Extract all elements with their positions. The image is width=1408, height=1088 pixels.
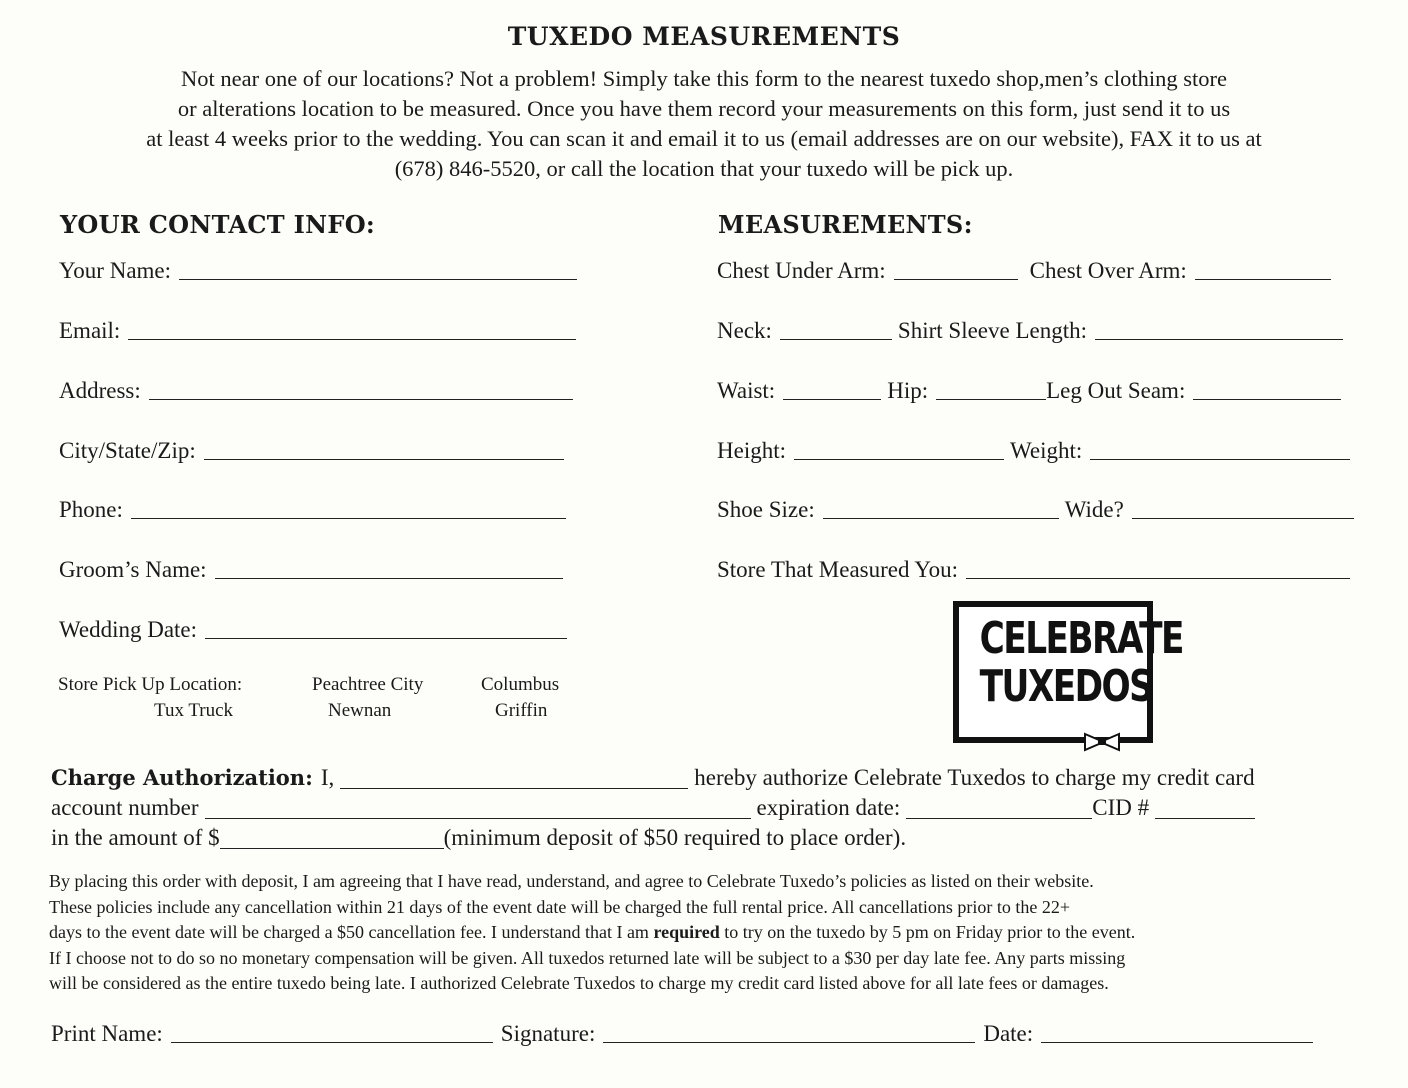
logo-line-2: TUXEDOS xyxy=(979,661,1153,712)
shoe-size-label: Shoe Size: xyxy=(717,497,815,522)
account-number-field[interactable] xyxy=(205,796,751,819)
charge-line-2 xyxy=(51,793,1255,823)
location-peachtree-city: Peachtree City xyxy=(312,674,424,695)
chest-over-label: Chest Over Arm: xyxy=(1029,258,1187,283)
print-name-field[interactable] xyxy=(171,1020,493,1043)
intro-line: Not near one of our locations? Not a problem! Simply take this form to the nearest tuxedo shop,men’s clothing store xyxy=(180,66,1228,91)
policy-text xyxy=(49,869,1135,997)
policy-line: will be considered as the entire tuxedo being late. I authorized Celebrate Tuxedos to charge my credit card listed above for all late fees or damages. xyxy=(49,973,1109,993)
city-field[interactable] xyxy=(204,437,564,460)
store-measured-field[interactable] xyxy=(966,556,1350,579)
store-row xyxy=(717,551,1350,583)
city-row xyxy=(59,432,564,464)
charge-line-1 xyxy=(51,763,1255,793)
waist-label: Waist: xyxy=(717,378,776,403)
amount-field[interactable] xyxy=(220,826,444,849)
wedding-date-label: Wedding Date: xyxy=(59,617,198,642)
chest-under-field[interactable] xyxy=(894,257,1018,280)
charge-authorization-label: Charge Authorization: xyxy=(51,765,313,790)
hip-field[interactable] xyxy=(936,377,1046,400)
email-label: Email: xyxy=(59,318,121,343)
email-field[interactable] xyxy=(128,317,576,340)
policy-line-3-post: to try on the tuxedo by 5 pm on Friday prior to the event. xyxy=(719,922,1136,942)
date-label: Date: xyxy=(983,1021,1034,1046)
email-row xyxy=(59,312,576,344)
expiration-date-field[interactable] xyxy=(906,796,1092,819)
policy-line: These policies include any cancellation within 21 days of the event date will be charged the full rental price. All cancellations prior to the 22+ xyxy=(49,896,1070,917)
policy-line xyxy=(49,920,1135,946)
wedding-date-field[interactable] xyxy=(205,616,567,639)
charge-line-3 xyxy=(51,823,906,853)
address-row xyxy=(59,372,573,404)
waist-field[interactable] xyxy=(783,377,881,400)
sleeve-field[interactable] xyxy=(1095,317,1343,340)
neck-row xyxy=(717,312,1343,344)
signature-field[interactable] xyxy=(603,1020,975,1043)
shoe-row xyxy=(717,491,1354,523)
weight-field[interactable] xyxy=(1090,437,1350,460)
cid-label: CID # xyxy=(1092,795,1150,820)
pickup-label: Store Pick Up Location: xyxy=(58,674,243,695)
address-label: Address: xyxy=(59,378,141,403)
leg-out-seam-field[interactable] xyxy=(1193,377,1341,400)
bow-tie-icon xyxy=(1083,732,1121,752)
waist-row xyxy=(717,372,1341,404)
your-name-label: Your Name: xyxy=(59,258,172,283)
weight-label: Weight: xyxy=(1010,438,1083,463)
your-name-field[interactable] xyxy=(179,257,577,280)
intro-line: or alterations location to be measured. Once you have them record your measurements on this form, just send it to us xyxy=(177,96,1231,121)
account-number-label: account number xyxy=(51,795,199,820)
location-newnan: Newnan xyxy=(328,700,392,721)
height-row xyxy=(717,432,1350,464)
authorizer-name-field[interactable] xyxy=(340,766,688,789)
policy-line: By placing this order with deposit, I am agreeing that I have read, understand, and agree to Celebrate Tuxedo’s policies as listed on their website. xyxy=(49,871,1094,891)
policy-line: If I choose not to do so no monetary compensation will be given. All tuxedos returned late will be subject to a $30 per day late fee. Any parts missing xyxy=(49,947,1126,968)
height-field[interactable] xyxy=(794,437,1004,460)
intro-line: at least 4 weeks prior to the wedding. You can scan it and email it to us (email addresses are on our website), FAX it to us at xyxy=(146,126,1262,151)
logo-line-1: CELEBRATE xyxy=(979,613,1183,664)
wide-label: Wide? xyxy=(1064,497,1124,522)
date-field[interactable] xyxy=(1041,1020,1313,1043)
wide-field[interactable] xyxy=(1132,496,1354,519)
measurements-heading: MEASUREMENTS: xyxy=(718,210,973,239)
leg-out-seam-label: Leg Out Seam: xyxy=(1046,378,1186,403)
sleeve-label: Shirt Sleeve Length: xyxy=(897,318,1087,343)
chest-over-field[interactable] xyxy=(1195,257,1331,280)
neck-field[interactable] xyxy=(780,317,892,340)
form-title: TUXEDO MEASUREMENTS xyxy=(507,22,901,51)
expiration-date-label: expiration date: xyxy=(756,795,901,820)
location-columbus: Columbus xyxy=(481,674,560,695)
wedding-date-row xyxy=(59,611,567,643)
neck-label: Neck: xyxy=(717,318,772,343)
phone-field[interactable] xyxy=(131,496,566,519)
policy-required-word: required xyxy=(653,922,720,942)
address-field[interactable] xyxy=(149,377,573,400)
celebrate-tuxedos-logo xyxy=(953,601,1183,743)
print-name-label: Print Name: xyxy=(51,1021,163,1046)
city-label: City/State/Zip: xyxy=(59,438,196,463)
signature-row xyxy=(51,1015,1313,1047)
phone-row xyxy=(59,491,566,523)
phone-label: Phone: xyxy=(59,497,123,522)
shoe-size-field[interactable] xyxy=(823,496,1059,519)
store-measured-label: Store That Measured You: xyxy=(717,557,959,582)
location-tux-truck: Tux Truck xyxy=(154,700,234,721)
groom-row xyxy=(59,551,563,583)
groom-field[interactable] xyxy=(215,556,563,579)
chest-under-label: Chest Under Arm: xyxy=(717,258,886,283)
groom-label: Groom’s Name: xyxy=(59,557,207,582)
cid-field[interactable] xyxy=(1155,796,1255,819)
location-griffin: Griffin xyxy=(495,700,548,721)
signature-label: Signature: xyxy=(500,1021,596,1046)
minimum-deposit-text: (minimum deposit of $50 required to place order). xyxy=(443,825,907,850)
intro-line: (678) 846-5520, or call the location that your tuxedo will be pick up. xyxy=(394,156,1014,181)
your-name-row xyxy=(59,252,577,284)
charge-i-text: I, xyxy=(320,765,335,790)
contact-heading: YOUR CONTACT INFO: xyxy=(60,210,376,239)
chest-row xyxy=(717,252,1331,284)
hip-label: Hip: xyxy=(887,378,929,403)
intro-text xyxy=(0,64,1408,184)
policy-line-3-pre: days to the event date will be charged a $50 cancellation fee. I understand that I am xyxy=(49,922,654,942)
authorize-text: hereby authorize Celebrate Tuxedos to charge my credit card xyxy=(694,765,1255,790)
height-label: Height: xyxy=(717,438,786,463)
amount-label: in the amount of $ xyxy=(51,825,220,850)
